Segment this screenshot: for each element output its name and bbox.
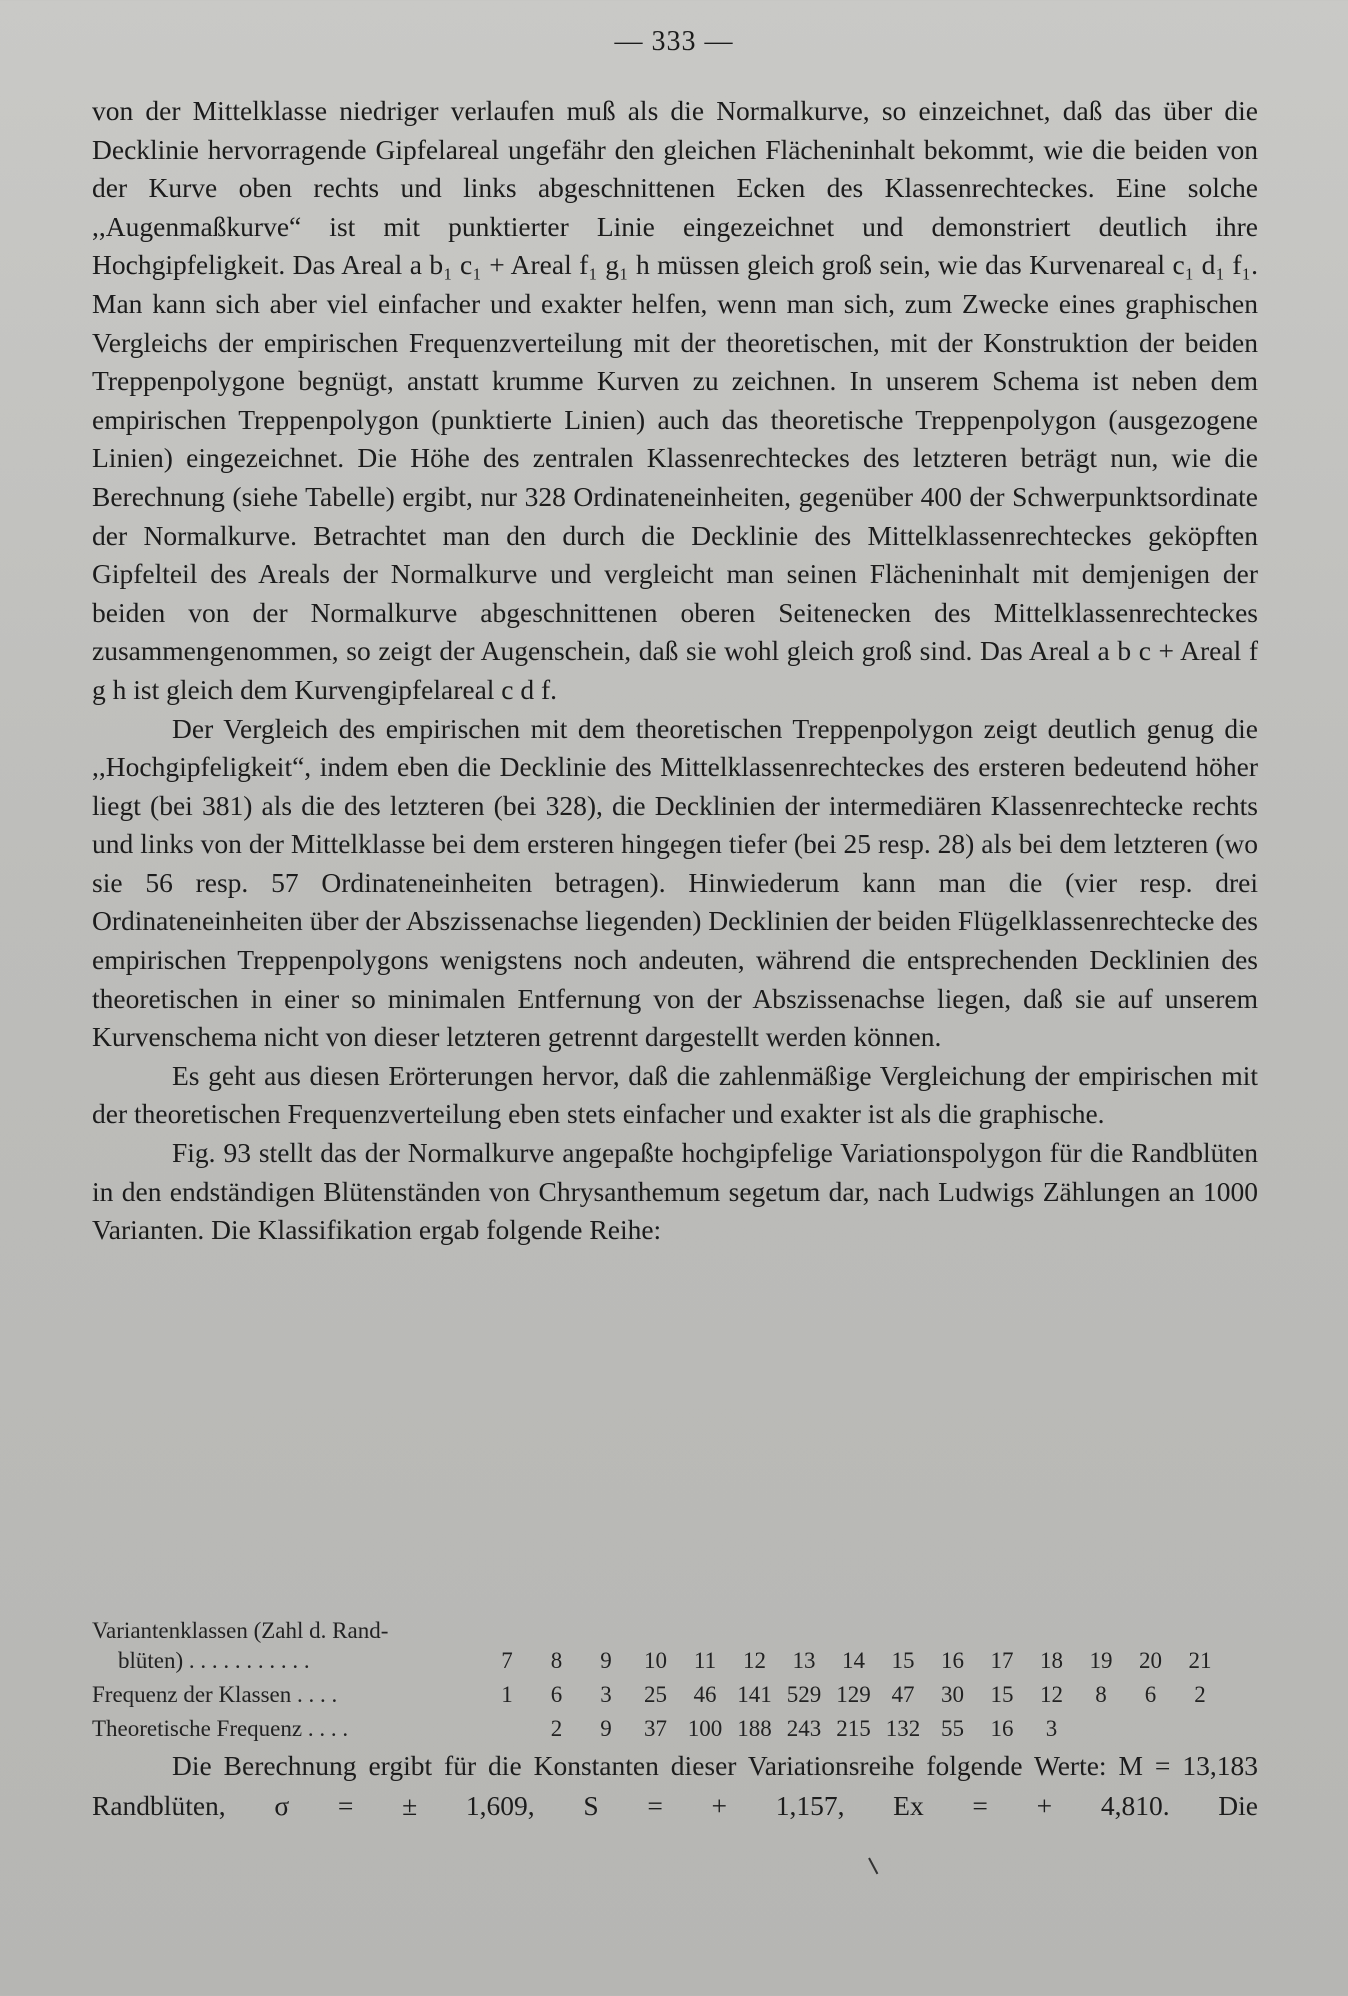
table-label-classes-line1: Variantenklassen (Zahl d. Rand- [92,1618,389,1643]
class-cell: 16 [941,1648,964,1673]
class-cell: 11 [693,1648,717,1673]
theoretical-cell: 9 [600,1716,612,1741]
class-cell: 17 [990,1648,1014,1673]
paragraph-1: von der Mittelklasse niedriger verlaufen muß als die Normalkurve, so einzeichnet, daß das über die Decklinie hervorragende Gipfelareal ungefähr den gleichen Flächeninhalt bekommt, wie die beiden von der Kurve oben rechts und links abgeschnittenen Ecken des Klassenrechteckes. Eine solche ,,Augenmaßkurve“ ist mit punktierter Linie eingezeichnet und demonstriert deutlich ihre Hochgipfeligkeit. Das Areal a b₁ c₁ + Areal f₁ g₁ h müssen gleich groß sein, wie das Kurvenareal c₁ d₁ f₁. Man kann sich aber viel einfacher und exakter helfen, wenn man sich, zum Zwecke eines graphischen Vergleichs der empirischen Frequenzverteilung mit der theoretischen, mit der Konstruktion der beiden Treppenpolygone begnügt, anstatt krumme Kurven zu zeichnen. In unserem Schema ist neben dem empirischen Treppenpolygon (punktierte Linien) auch das theoretische Treppenpolygon (ausgezogene Linien) eingezeichnet. Die Höhe des zentralen Klassenrechteckes des letzteren beträgt nun, wie die Berechnung (siehe Tabelle) ergibt, nur 328 Ordinateneinheiten, gegenüber 400 der Schwerpunktsordinate der Normalkurve. Betrachtet man den durch die Decklinie des Mittelklassenrechteckes geköpften Gipfelteil des Areals der Normalkurve und vergleicht man seinen Flächeninhalt mit demjenigen der beiden von der Normalkurve abgeschnittenen oberen Seitenecken des Mittelklassenrechteckes zusammengenommen, so zeigt der Augenschein, daß sie wohl gleich groß sind. Das Areal a b c + Areal f g h ist gleich dem Kurvengipfelareal c d f. [92,95,1258,705]
table-row-classes [92,1618,1258,1682]
table-row-theoretical [92,1716,1258,1750]
frequency-cell: 6 [1144,1682,1157,1707]
pencil-mark [868,1856,882,1875]
paragraph-2: Der Vergleich des empirischen mit dem theoretischen Treppenpolygon zeigt deutlich genug die ,,Hochgipfeligkeit“, indem eben die Decklinie des Mittelklassenrechteckes des ersteren bedeutend höher liegt (bei 381) als die des letzteren (bei 328), die Decklinien der intermediären Klassenrechtecke rechts und links von der Mittelklasse bei dem ersteren hingegen tiefer (bei 25 resp. 28) als bei dem letzteren (wo sie 56 resp. 57 Ordinateneinheiten betragen). Hinwiederum kann man die (vier resp. drei Ordinateneinheiten über der Abszissenachse liegenden) Decklinien der beiden Flügelklassenrechtecke des empirischen Treppenpolygons wenigstens noch andeuten, während die entsprechenden Decklinien des theoretischen in einer so minimalen Entfernung von der Abszissenachse liegen, daß sie auf unserem Kurvenschema nicht von dieser letzteren getrennt dargestellt werden können. [92,712,1259,1053]
frequency-cell: 8 [1095,1682,1107,1707]
table-label-classes-line2: blüten) . . . . . . . . . . . [118,1648,310,1673]
class-cell: 20 [1139,1648,1162,1673]
frequency-cell: 30 [941,1682,964,1707]
frequency-cell: 12 [1040,1682,1063,1707]
page-number: — 333 — [614,26,734,57]
class-cell: 9 [600,1648,612,1673]
theoretical-cell: 55 [941,1716,964,1741]
table-row-frequency [92,1682,1258,1716]
class-cell: 18 [1040,1648,1063,1673]
class-cell: 21 [1188,1648,1212,1673]
paragraph-3: Es geht aus diesen Erörterungen hervor, daß die zahlenmäßige Vergleichung der empirischen mit der theoretischen Frequenzverteilung eben stets einfacher und exakter ist als die graphische. [92,1059,1258,1130]
frequency-cell: 3 [600,1682,612,1707]
closing-paragraph: Die Berechnung ergibt für die Konstanten dieser Variationsreihe folgende Werte: M = 13,183 Randblüten, σ = ± 1,609, S = + 1,157, Ex = + 4,810. Die [92,1750,1258,1821]
frequency-cell: 141 [737,1682,772,1707]
frequency-cell: 47 [891,1682,915,1707]
paragraph-4: Fig. 93 stellt das der Normalkurve angepaßte hochgipfelige Variationspolygon für die Randblüten in den endständigen Blütenständen von Chrysanthemum segetum dar, nach Ludwigs Zählungen an 1000 Varianten. Die Klassifikation ergab folgende Reihe: [92,1137,1258,1246]
theoretical-cell: 3 [1045,1716,1058,1741]
table-label-theoretical: Theoretische Frequenz . . . . [92,1716,349,1741]
frequency-cell: 46 [693,1682,717,1707]
frequency-cell: 129 [836,1682,871,1707]
table-label-frequency: Frequenz der Klassen . . . . [92,1682,338,1707]
theoretical-cell: 16 [990,1716,1014,1741]
class-cell: 13 [792,1648,816,1673]
class-cell: 8 [550,1648,563,1673]
theoretical-cell: 243 [786,1716,822,1741]
closing-text [92,1746,1258,1826]
frequency-cell: 15 [990,1682,1014,1707]
class-cell: 14 [842,1648,865,1673]
frequency-cell: 6 [550,1682,563,1707]
class-cell: 15 [891,1648,915,1673]
class-cell: 7 [501,1648,513,1673]
class-cell: 10 [644,1648,667,1673]
frequency-cell: 25 [644,1682,667,1707]
theoretical-cell: 188 [737,1716,772,1741]
theoretical-cell: 215 [836,1716,871,1741]
theoretical-cell: 100 [687,1716,723,1741]
frequency-cell: 529 [786,1682,822,1707]
frequency-cell: 2 [1194,1682,1206,1707]
frequency-table [92,1612,1258,1750]
theoretical-cell: 132 [885,1716,921,1741]
theoretical-cell: 37 [644,1716,667,1741]
frequency-cell: 1 [501,1682,513,1707]
class-cell: 19 [1089,1648,1113,1673]
body-text [92,92,1258,1250]
theoretical-cell: 2 [550,1716,563,1741]
class-cell: 12 [743,1648,766,1673]
